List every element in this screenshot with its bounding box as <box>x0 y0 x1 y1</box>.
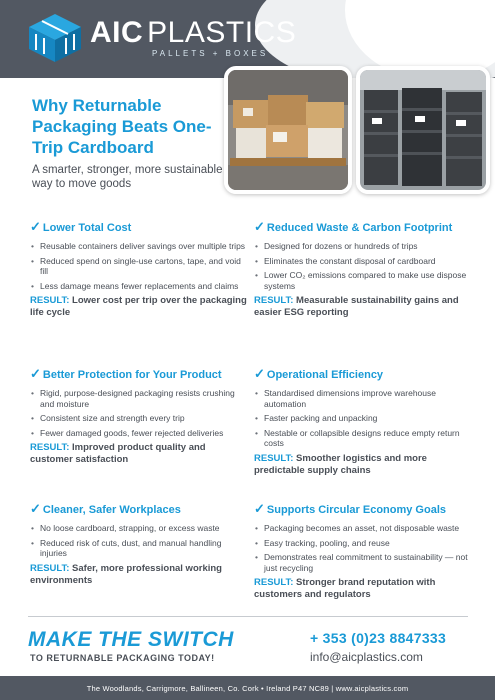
bullet-item: • Rigid, purpose-designed packaging resists crushing and moisture <box>30 388 248 409</box>
brand-name <box>90 18 296 48</box>
result-label: RESULT: <box>30 295 70 306</box>
section-circular-economy <box>254 501 472 601</box>
bullet-item: • Reduced spend on single-use cartons, tape, and void fill <box>30 256 248 277</box>
result-label: RESULT: <box>30 442 70 453</box>
section-heading-text: Lower Total Cost <box>42 222 132 234</box>
plastic-boxes-image <box>360 70 486 190</box>
result-label: RESULT: <box>30 562 70 574</box>
page-subtitle: A smarter, stronger, more sustainable way to move goods <box>32 164 223 190</box>
checkmark-icon: ✓ <box>254 366 265 381</box>
bullet-item: • Packaging becomes an asset, not disposable waste <box>254 523 472 534</box>
checkmark-icon: ✓ <box>30 501 41 516</box>
email-link[interactable]: info@aicplastics.com <box>310 650 423 664</box>
result-text: Measurable sustainability gains and easier ESG reporting <box>254 295 459 318</box>
section-heading <box>30 501 248 517</box>
result-text: Improved product quality and customer satisfaction <box>30 442 206 465</box>
cta-title: MAKE THE SWITCH <box>28 628 234 651</box>
page-title: Why Returnable Packaging Beats One-Trip Cardboard <box>32 96 212 157</box>
bullet-item: • Consistent size and strength every trip <box>30 413 248 424</box>
bullet-list <box>254 523 472 573</box>
section-heading <box>30 366 248 382</box>
checkmark-icon: ✓ <box>254 219 265 234</box>
section-operational-efficiency <box>254 366 472 477</box>
bullet-list <box>254 388 472 449</box>
phone-link[interactable]: + 353 (0)23 8847333 <box>310 630 447 646</box>
result-statement <box>254 453 472 477</box>
section-better-protection <box>30 366 248 466</box>
bullet-item: • Fewer damaged goods, fewer rejected deliveries <box>30 428 248 439</box>
bullet-item: • Standardised dimensions improve warehouse automation <box>254 388 472 409</box>
footer-address: The Woodlands, Carrigmore, Ballineen, Co. Cork • Ireland P47 NC89 | www.aicplastics.com <box>86 683 409 693</box>
result-text: Smoother logistics and more predictable supply chains <box>254 452 427 476</box>
cta-subtitle: TO RETURNABLE PACKAGING TODAY! <box>30 653 215 663</box>
result-label: RESULT: <box>254 295 294 306</box>
bullet-item: • Demonstrates real commitment to sustainability — not just recycling <box>254 552 472 573</box>
result-statement <box>30 442 248 466</box>
bullet-item: • Faster packing and unpacking <box>254 413 472 424</box>
bullet-list <box>30 523 248 559</box>
bullet-list <box>30 241 248 291</box>
checkmark-icon: ✓ <box>30 366 41 381</box>
section-lower-total-cost <box>30 219 248 319</box>
bullet-item: • No loose cardboard, strapping, or excess waste <box>30 523 248 534</box>
logo-cube-icon <box>26 12 84 64</box>
footer-bar <box>0 676 495 700</box>
bullet-item: • Reduced risk of cuts, dust, and manual handling injuries <box>30 538 248 559</box>
bullet-item: • Reusable containers deliver savings over multiple trips <box>30 241 248 252</box>
section-heading-text: Supports Circular Economy Goals <box>266 504 446 516</box>
bullet-item: • Eliminates the constant disposal of cardboard <box>254 256 472 267</box>
section-heading-text: Cleaner, Safer Workplaces <box>42 504 181 516</box>
result-text: Lower cost per trip over the packaging life cycle <box>30 295 247 318</box>
logo-text <box>90 18 296 58</box>
cardboard-boxes-image <box>228 70 348 190</box>
result-statement <box>30 563 248 587</box>
brand-tagline: PALLETS + BOXES <box>152 49 269 58</box>
result-label: RESULT: <box>254 452 294 464</box>
result-statement <box>254 577 472 601</box>
checkmark-icon: ✓ <box>254 501 265 516</box>
brand-bold: AIC <box>90 16 144 49</box>
section-heading <box>30 219 248 235</box>
bullet-item: • Designed for dozens or hundreds of trips <box>254 241 472 252</box>
bullet-item: • Easy tracking, pooling, and reuse <box>254 538 472 549</box>
checkmark-icon: ✓ <box>30 219 41 234</box>
result-label: RESULT: <box>254 577 294 588</box>
result-text: Stronger brand reputation with customers and regulators <box>254 577 436 600</box>
bullet-list <box>30 388 248 438</box>
warehouse-returnable-boxes-photo <box>356 66 490 194</box>
bullet-item: • Lower CO₂ emissions compared to make use dispose systems <box>254 270 472 291</box>
cta-divider <box>28 616 468 617</box>
result-text: Safer, more professional working environments <box>30 562 222 586</box>
bullet-item: • Less damage means fewer replacements and claims <box>30 281 248 292</box>
section-heading <box>254 219 472 235</box>
section-heading <box>254 501 472 517</box>
section-heading-text: Operational Efficiency <box>266 369 384 381</box>
section-heading-text: Reduced Waste & Carbon Footprint <box>266 222 453 234</box>
brand-light: PLASTICS <box>147 16 297 49</box>
section-cleaner-safer <box>30 501 248 587</box>
section-heading-text: Better Protection for Your Product <box>42 369 222 381</box>
warehouse-cardboard-photo <box>224 66 352 194</box>
section-reduced-waste <box>254 219 472 319</box>
result-statement <box>254 295 472 319</box>
logo[interactable] <box>26 12 296 64</box>
result-statement <box>30 295 248 319</box>
section-heading <box>254 366 472 382</box>
bullet-list <box>254 241 472 291</box>
bullet-item: • Nestable or collapsible designs reduce empty return costs <box>254 428 472 449</box>
